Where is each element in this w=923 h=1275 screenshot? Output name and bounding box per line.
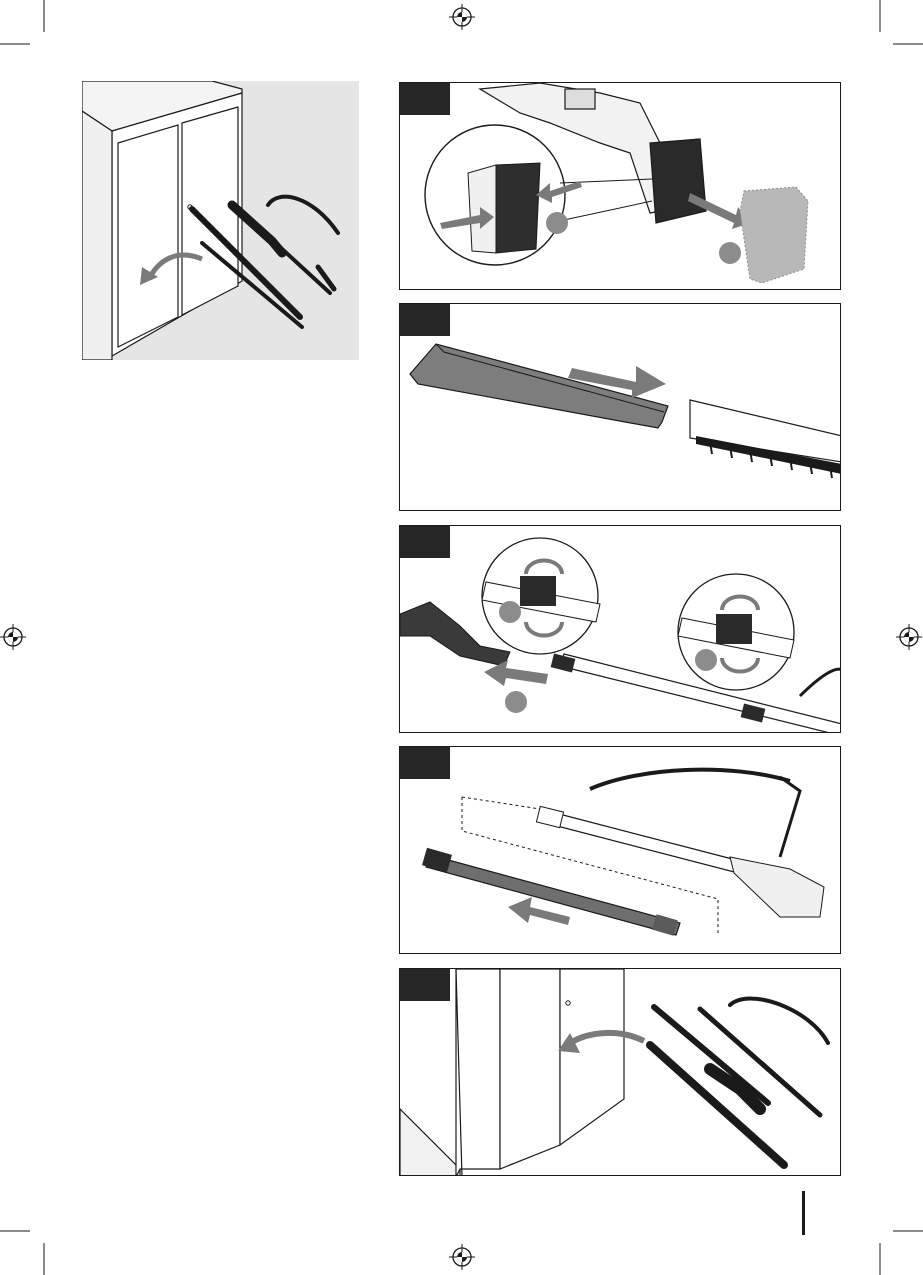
callout-marker — [719, 242, 741, 264]
remove-battery-panel — [399, 82, 841, 290]
callout-marker — [505, 691, 527, 713]
disconnect-poles-panel — [399, 525, 841, 733]
registration-mark-icon — [449, 4, 475, 30]
registration-mark-icon — [449, 1244, 475, 1270]
callout-marker — [546, 212, 568, 234]
fit-blade-guard-panel — [399, 303, 841, 511]
registration-mark-icon — [896, 624, 922, 650]
remove-extension-pole-panel — [399, 746, 841, 954]
callout-marker — [695, 649, 717, 671]
storage-overview-illustration — [82, 81, 359, 360]
page-number-bar — [802, 1191, 805, 1235]
registration-mark-icon — [0, 624, 26, 650]
store-in-cabinet-panel — [399, 968, 841, 1176]
callout-marker — [499, 601, 521, 623]
